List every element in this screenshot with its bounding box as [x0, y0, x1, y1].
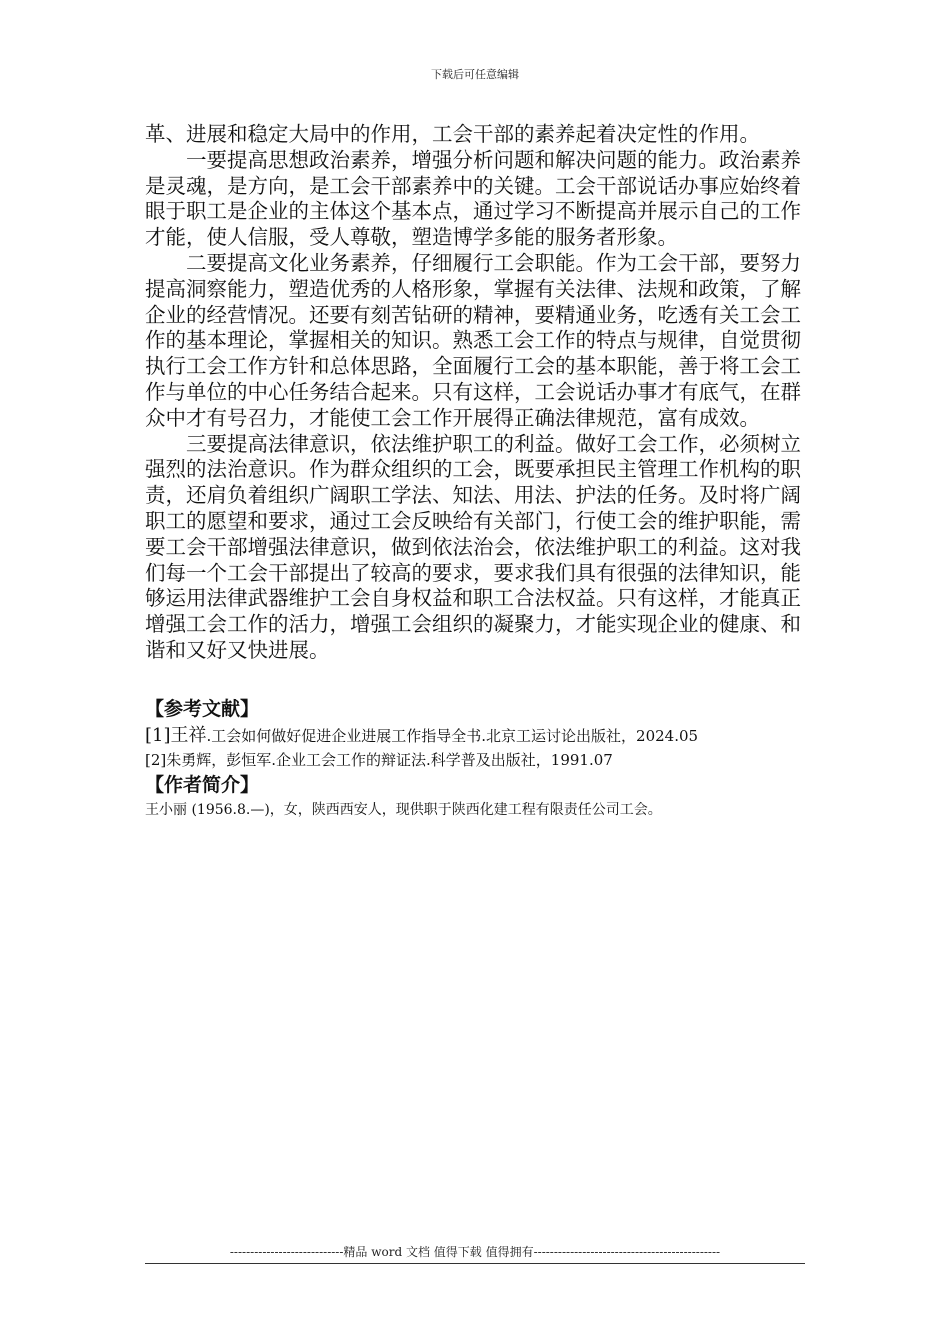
article-body — [145, 122, 815, 664]
paragraph-political: 一要提高思想政治素养，增强分析问题和解决问题的能力。政治素养是灵魂，是方向，是工会干部素养中的关键。工会干部说话办事应始终着眼于职工是企业的主体这个基本点，通过学习不断提高并展示自己的工作才能，使人信服，受人尊敬，塑造博学多能的服务者形象。 — [145, 147, 801, 250]
reference-lead: [1]王祥 — [145, 725, 207, 746]
references-heading: 【参考文献】 — [145, 698, 260, 720]
author-bio: 王小丽 (1956.8.—)，女，陕西西安人，现供职于陕西化建工程有限责任公司工会。 — [145, 802, 662, 818]
reference-text: [2]朱勇辉，彭恒军.企业工会工作的辩证法.科学普及出版社，1991.07 — [145, 751, 613, 769]
author-heading: 【作者简介】 — [145, 774, 260, 796]
reference-item-1 — [145, 726, 845, 746]
paragraph-continuation: 革、进展和稳定大局中的作用，工会干部的素养起着决定性的作用。 — [145, 122, 760, 146]
page-header: 下载后可任意编辑 — [431, 68, 519, 81]
paragraph-legal: 三要提高法律意识，依法维护职工的利益。做好工会工作，必须树立强烈的法治意识。作为群众组织的工会，既要承担民主管理工作机构的职责，还肩负着组织广阔职工学法、知法、用法、护法的任务。及时将广阔职工的愿望和要求，通过工会反映给有关部门，行使工会的维护职能，需要工会干部增强法律意识，做到依法治会，依法维护职工的利益。这对我们每一个工会干部提出了较高的要求，要求我们具有很强的法律知识，能够运用法律武器维护工会自身权益和职工合法权益。只有这样，才能真正增强工会工作的活力，增强工会组织的凝聚力，才能实现企业的健康、和谐和又好又快进展。 — [145, 431, 801, 662]
page-footer: ----------------------------精品 word 文档 值得下载 值得拥有---------------------------------------------- — [145, 1244, 805, 1264]
paragraph-cultural: 二要提高文化业务素养，仔细履行工会职能。作为工会干部，要努力提高洞察能力，塑造优秀的人格形象，掌握有关法律、法规和政策，了解企业的经营情况。还要有刻苦钻研的精神，要精通业务，吃透有关工会工作的基本理论，掌握相关的知识。熟悉工会工作的特点与规律，自觉贯彻执行工会工作方针和总体思路，全面履行工会的基本职能，善于将工会工作与单位的中心任务结合起来。只有这样，工会说话办事才有底气，在群众中才有号召力，才能使工会工作开展得正确法律规范，富有成效。 — [145, 250, 801, 430]
reference-item-2 — [145, 750, 845, 770]
reference-text: .工会如何做好促进企业进展工作指导全书.北京工运讨论出版社，2024.05 — [206, 727, 699, 745]
